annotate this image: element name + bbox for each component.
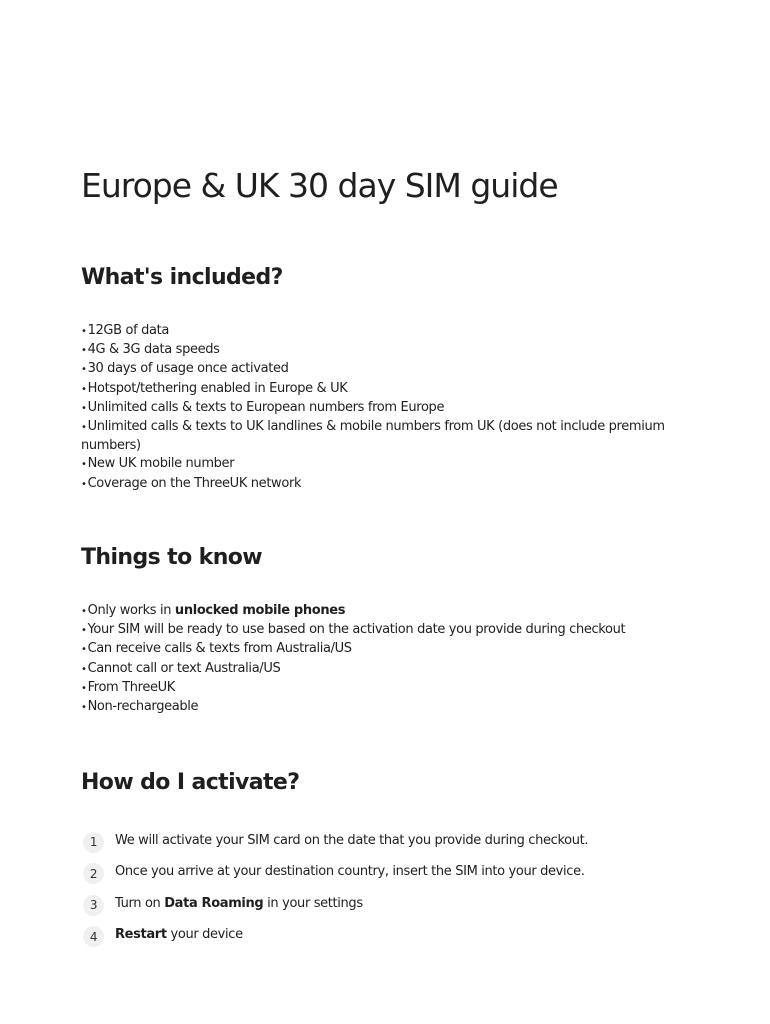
things-to-know-list — [81, 602, 711, 717]
things-to-know-heading: Things to know — [81, 545, 262, 570]
step-number-badge: 4 — [83, 926, 104, 947]
step-text-emphasis: Restart — [115, 927, 167, 942]
step-item — [81, 892, 721, 914]
list-item — [81, 602, 711, 621]
list-item: • Unlimited calls & texts to European numbers from Europe — [81, 399, 711, 418]
list-item: • Cannot call or text Australia/US — [81, 660, 711, 679]
step-number-badge: 3 — [83, 895, 104, 916]
step-text-prefix: Turn on — [115, 895, 165, 911]
list-item: • From ThreeUK — [81, 679, 711, 698]
list-item: • Can receive calls & texts from Australia/US — [81, 640, 711, 659]
step-text-suffix: in your settings — [263, 895, 363, 911]
list-item: • 30 days of usage once activated — [81, 360, 711, 379]
activate-heading: How do I activate? — [81, 770, 300, 795]
step-text — [115, 896, 363, 911]
list-item-emphasis: unlocked mobile phones — [174, 603, 346, 618]
page-title: Europe & UK 30 day SIM guide — [81, 166, 558, 205]
step-item — [81, 861, 721, 883]
included-list — [81, 322, 711, 494]
list-item: • Unlimited calls & texts to UK landlines & mobile numbers from UK (does not include premium numbers) — [81, 418, 711, 455]
step-text-suffix: your device — [166, 927, 243, 942]
step-item — [81, 924, 721, 946]
list-item: • 4G & 3G data speeds — [81, 341, 711, 360]
step-number-badge: 1 — [83, 832, 104, 853]
step-number-badge: 2 — [83, 863, 104, 884]
list-item: • 12GB of data — [81, 322, 711, 341]
list-item-text: Only works in — [87, 603, 175, 618]
step-text — [115, 927, 243, 942]
activation-steps — [81, 829, 721, 955]
list-item: • Your SIM will be ready to use based on the activation date you provide during checkout — [81, 621, 711, 640]
step-text-emphasis: Data Roaming — [164, 895, 264, 911]
list-item: • Hotspot/tethering enabled in Europe & UK — [81, 380, 711, 399]
list-item: • Non-rechargeable — [81, 698, 711, 717]
step-item — [81, 829, 721, 851]
included-heading: What's included? — [81, 265, 283, 290]
step-text: Once you arrive at your destination country, insert the SIM into your device. — [115, 864, 585, 879]
step-text: We will activate your SIM card on the date that you provide during checkout. — [115, 832, 589, 848]
list-item: • Coverage on the ThreeUK network — [81, 475, 711, 494]
list-item: • New UK mobile number — [81, 455, 711, 474]
